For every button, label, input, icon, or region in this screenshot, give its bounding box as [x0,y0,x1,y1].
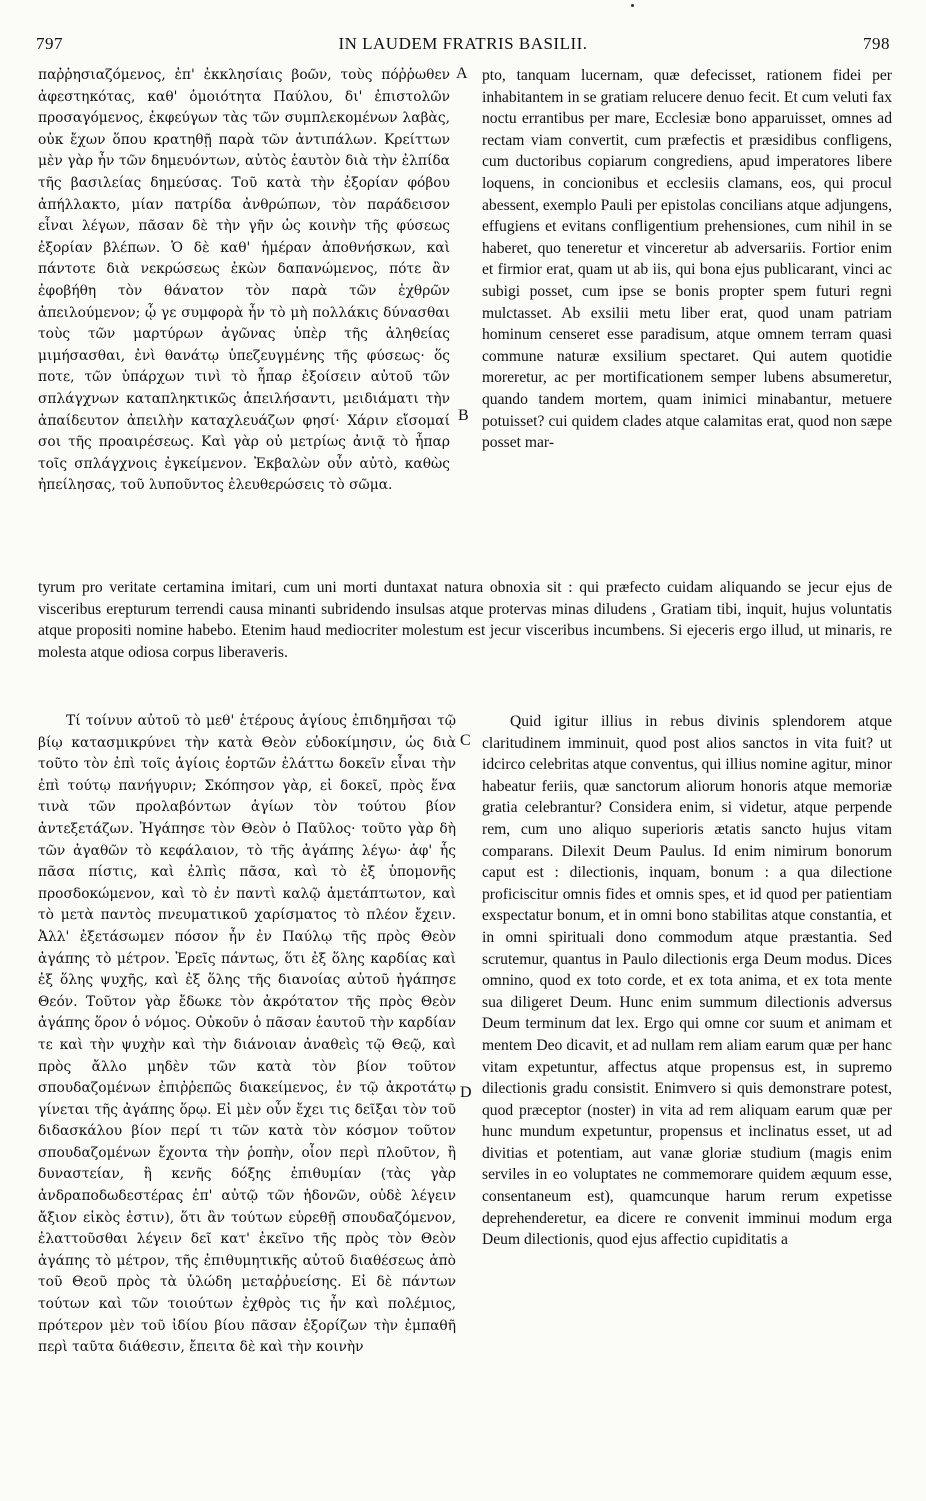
speck [631,4,634,7]
section-marker-c: C [460,732,471,749]
greek-paragraph: Τί τοίνυν αὐτοῦ τὸ μεθ' ἑτέρους ἁγίους ἐπιδημῆσαι τῷ βίῳ κατασμικρύνει τὴν κατὰ Θεὸν εὐδοκίμησιν, ὡς διὰ τοῦτο τὸν ἐπὶ τοῖς ἁγίοις ἑορτῶν ἐλάττω δοκεῖν εἶναι τὴν ἐπὶ τούτῳ πανήγυριν; Σκόπησον γὰρ, εἰ δοκεῖ, πρὸς ἕνα τινὰ τῶν προλαβόντων ἁγίων τὸν τούτου βίον ἀντεξετάζων. Ἠγάπησε τὸν Θεὸν ὁ Παῦλος· τοῦτο γὰρ δὴ τῶν ἀγαθῶν τὸ κεφάλαιον, τὸ τῆς ἀγάπης λέγω· ἀφ' ἧς πᾶσα πίστις, καὶ ἐλπὶς πᾶσα, καὶ τὸ ἐξ ὑπομονῆς προσδοκώμενον, καὶ τὸ ἐν παντὶ καλῷ ἀμετάπτωτον, καὶ τὸ μετὰ παντὸς πνευματικοῦ χαρίσματος τὸ πλέον ἔχειν. Ἀλλ' ἐξετάσωμεν πόσον ἦν ἐν Παύλῳ τῆς πρὸς Θεὸν ἀγάπης τὸ μέτρον. Ἐρεῖς πάντως, ὅτι ἐξ ὅλης καρδίας καὶ ἐξ ὅλης ψυχῆς, καὶ ἐξ ὅλης τῆς διανοίας αὐτοῦ ἠγάπησε Θεόν. Τοῦτον γὰρ ἔδωκε τὸν ἀκρότατον τῆς πρὸς Θεὸν ἀγάπης ὅρον ὁ νόμος. Οὐκοῦν ὁ πᾶσαν ἑαυτοῦ τὴν καρδίαν τε καὶ τὴν ψυχὴν καὶ τὴν διάνοιαν ἀναθεὶς τῷ Θεῷ, καὶ πρὸς ἄλλο μηδὲν τῶν κατὰ τὸν βίον τοῦτον σπουδαζομένων ἐπιῤῥεπῶς διακείμενος, ἐν τῷ ἀκροτάτῳ γίνεται τῆς ἀγάπης ὅρῳ. Εἰ μὲν οὖν ἔχει τις δεῖξαι τὸν τοῦ διδασκάλου βίον περί τι τῶν κατὰ τὸν κόσμον τοῦτον σπουδαζομένων ἔχοντα τὴν ῥοπὴν, οἷον περὶ πλοῦτον, ἢ δυναστείαν, ἢ κενῆς δόξης ἐπιθυμίαν (τὰς γὰρ ἀνδραποδωδεστέρας ἐπ' αὐτῷ τῶν ἡδονῶν, οὐδὲ λέγειν ἄξιον εἰκὸς ἐστιν), ὅτι ἂν τούτων εὑρεθῇ σπουδαζόμενον, ἐλαττοῦσθαι λέγειν δεῖ κατ' ἐκεῖνο τῆς πρὸς τὸν Θεὸν ἀγάπης τὸ μέτρον, τῆς ἐπιθυμητικῆς αὐτοῦ διαθέσεως ἀπὸ τοῦ Θεοῦ πρὸς τὰ ὑλώδη μεταῤῥυείσης. Εἰ δὲ πάντων τούτων καὶ τῶν τοιούτων ἐχθρὸς τις ἦν καὶ πολέμιος, πρότερον μὲν τοῦ ἰδίου βίου πᾶσαν ἐξορίζων τὴν ἐμπαθῆ περὶ ταῦτα διάθεσιν, ἔπειτα δὲ καὶ τὴν κοινὴν [38,713,456,1356]
left-page-number: 797 [36,34,63,53]
right-page-number: 798 [863,34,890,53]
latin-column-top [482,65,892,454]
latin-fullwidth-paragraph: tyrum pro veritate certamina imitari, cum uni morti duntaxat natura obnoxia sit : qui præfecto cuidam aliquando se jecur ejus de visceribus erepturum terrendi causa minanti subridendo insulsas atque protervas minas diludens , Gratiam tibi, inquit, hujus voluntatis atque propositi nomine habebo. Etenim haud mediocriter molestum est jecur visceribus incumbens. Si ejeceris ergo illud, ut minaris, re molesta atque odiosa corpus liberaveris. [38,579,892,661]
section-marker-a: A [456,65,468,82]
greek-column-bottom [38,711,456,1359]
section-marker-b: B [458,407,469,424]
running-title: IN LAUDEM FRATRIS BASILII. [338,34,588,53]
running-header [36,34,890,60]
latin-paragraph: pto, tanquam lucernam, quæ defecisset, rationem fidei per inhabitantem in se gratiam relucere denuo fecit. Et cum veluti fax noctu errantibus per mare, Ecclesiæ bono apparuisset, omnes ad rectam viam convertit, cum præfectis et præsidibus confligens, cum ductoribus copiarum congrediens, apud imperatores libere loquens, in concionibus et ecclesiis clamans, eos, qui procul abessent, exemplo Pauli per epistolas concilians atque adjungens, effugiens et evitans confligentium prehensiones, cum nihil in se haberet, quo teneretur et vinceretur ab adversariis. Fortior enim et firmior erat, quam ut ab iis, qui bona ejus publicarant, vinci ac subigi posset, cum ipse se bonis propter spem futuri regni mulctasset. Ab exsilii metu liber erat, quod unam patriam hominum censeret esse paradisum, atque omnem terram quasi commune naturæ exsilium spectaret. Qui autem quotidie moreretur, ac per mortificationem semper lubens absumeretur, quando tandem mortem, quam inimici minabantur, metuere potuisset? cui quidem clades atque calamitas erat, quod non sæpe posset mar- [482,67,892,452]
section-marker-d: D [460,1084,472,1101]
latin-column-bottom [482,711,892,1251]
greek-paragraph: παῤῥησιαζόμενος, ἐπ' ἐκκλησίαις βοῶν, τοὺς πόῤῥωθεν ἀφεστηκότας, καθ' ὁμοιότητα Παύλου, δι' ἐπιστολῶν προσαγόμενος, ἐκφεύγων τὰς τῶν συμπλεκομένων λαβὰς, οὐκ ἔχων ὅπου κρατηθῇ παρὰ τῶν ἀντιπάλων. Κρείττων μὲν γὰρ ἦν τῶν δημευόντων, αὐτὸς ἑαυτὸν διὰ τὴν ἐλπίδα τῆς βασιλείας δημεύσας. Τοῦ κατὰ τὴν ἐξορίαν φόβου ἀπήλλακτο, μίαν πατρίδα ἀνθρώπων, τὸν παράδεισον εἶναι λέγων, πᾶσαν δὲ τὴν γῆν ὡς κοινὴν τῆς φύσεως ἐξορίαν βλέπων. Ὁ δὲ καθ' ἡμέραν ἀποθνήσκων, καὶ πάντοτε διὰ νεκρώσεως ἐκὼν δαπανώμενος, πότε ἂν ἐφοβήθη τὸν θάνατον τὸν παρὰ τῶν ἐχθρῶν ἀπειλούμενον; ᾧ γε συμφορὰ ἦν τὸ μὴ πολλάκις δύνασθαι τοὺς τῶν μαρτύρων ἀγῶνας ὑπὲρ τῆς ἀληθείας μιμήσασθαι, ἐνὶ θανάτῳ ὑπεζευγμένης τῆς φύσεως· ὅς ποτε, τῶν ὑπάρχων τινὶ τὸ ἧπαρ ἐξοίσειν αὐτοῦ τῶν σπλάγχνων καταπληκτικῶς ἀπειλήσαντι, μειδιάματι τὴν ἀπαίδευτον ἀπειλὴν καταχλευάζων φησί· Χάριν εἴσομαί σοι τῆς προαιρέσεως. Καὶ γὰρ οὐ μετρίως ἀνιᾷ τὸ ἧπαρ τοῖς σπλάγχνοις ἐγκείμενον. Ἐκβαλὼν οὖν αὐτὸ, καθὼς ἠπείλησας, τοῦ λυποῦντος ἐλευθερώσεις τὸ σῶμα. [38,67,450,494]
greek-column-top [38,65,450,497]
latin-paragraph: Quid igitur illius in rebus divinis splendorem atque claritudinem imminuit, quod post alios sanctos in vita fuit? ut idcirco celebritas atque conventus, qui illius nomine agitur, minor habeatur feriis, quæ sanctorum aliorum honoris atque memoriæ gratia celebrantur? Considera enim, si videtur, atque perpende rem, cum uno aliquo superioris ætatis sancto hujus vitam comparans. Dilexit Deum Paulus. Id enim nimirum bonorum caput est : dilectionis, inquam, bonum : a qua dilectione proficiscitur omnis fides et omnis spes, et id quod per patientiam exspectatur bonum, et in omni bono stabilitas atque constantia, et in omni spirituali dono commodum atque præstantia. Sed scrutemur, quantus in Paulo dilectionis erga Deum modus. Dices omnino, quod ex toto corde, et ex tota anima, et ex tota mente sua diligeret Deum. Hunc enim summum dilectionis adversus Deum terminum dat lex. Ergo qui omne cor suum et animam et mentem Deo dicavit, et ad nullam rem aliam earum quæ per hanc vitam expetuntur, affectus atque propensus est, in supremo dilectionis gradu consistit. Enimvero si quis demonstrare potest, quod præceptor (noster) in vita ad rem aliquam earum quæ per hunc mundum expetuntur, propensus et inclinatus esset, ut ad divitias et potentiam, aut vanæ gloriæ studium (magis enim serviles in eo voluptates ne commemorare quidem æquum esse, consentaneum est), quamcunque harum rerum expetisse deprehenderetur, ea dicere re convenit imminui modum erga Deum dilectionis, quod ejus affectio cupiditatis a [482,713,892,1249]
